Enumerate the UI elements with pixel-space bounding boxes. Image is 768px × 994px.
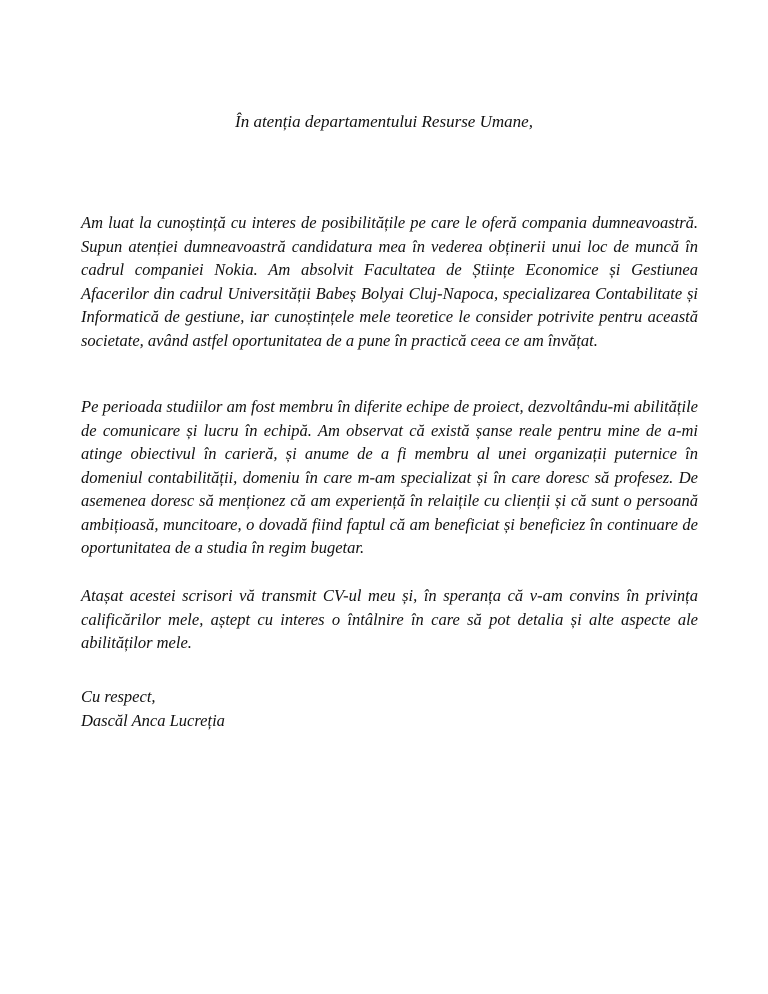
letter-closing: Cu respect, — [81, 687, 156, 706]
letter-paragraph-experience: Pe perioada studiilor am fost membru în diferite echipe de proiect, dezvoltându-mi abilitățile de comunicare și lucru în echipă. Am observat că există șanse reale pentru mine de a-mi atinge obiectivul în carieră, și anume de a fi membru al unei organizații puternice în domeniul contabilității, domeniu în care m-am specializat și în care doresc să profesez. De asemenea doresc să menționez că am experiență în relaițile cu clienții și că sunt o persoană ambițioasă, muncitoare, o dovadă fiind faptul că am beneficiat și beneficiez în continuare de oportunitatea de a studia în regim bugetar. — [81, 397, 698, 557]
letter-paragraph-intro: Am luat la cunoștință cu interes de posibilitățile pe care le oferă compania dumneavoastră. Supun atenției dumneavoastră candidatura mea în vederea obținerii unui loc de muncă în cadrul companiei Nokia. Am absolvit Facultatea de Științe Economice și Gestiunea Afacerilor din cadrul Universității Babeș Bolyai Cluj-Napoca, specializarea Contabilitate și Informatică de gestiune, iar cunoștințele mele teoretice le consider potrivite pentru această societate, având astfel oportunitatea de a pune în practică ceea ce am învățat. — [81, 213, 698, 350]
letter-closing-block — [81, 685, 225, 732]
letter-signature-name: Dascăl Anca Lucreția — [81, 710, 225, 730]
letter-paragraph-conclusion: Atașat acestei scrisori vă transmit CV-ul meu și, în speranța că v-am convins în privința calificărilor mele, aștept cu interes o întâlnire în care să pot detalia și alte aspecte ale abilităților mele. — [81, 586, 698, 652]
letter-salutation: În atenția departamentului Resurse Umane, — [235, 112, 533, 131]
